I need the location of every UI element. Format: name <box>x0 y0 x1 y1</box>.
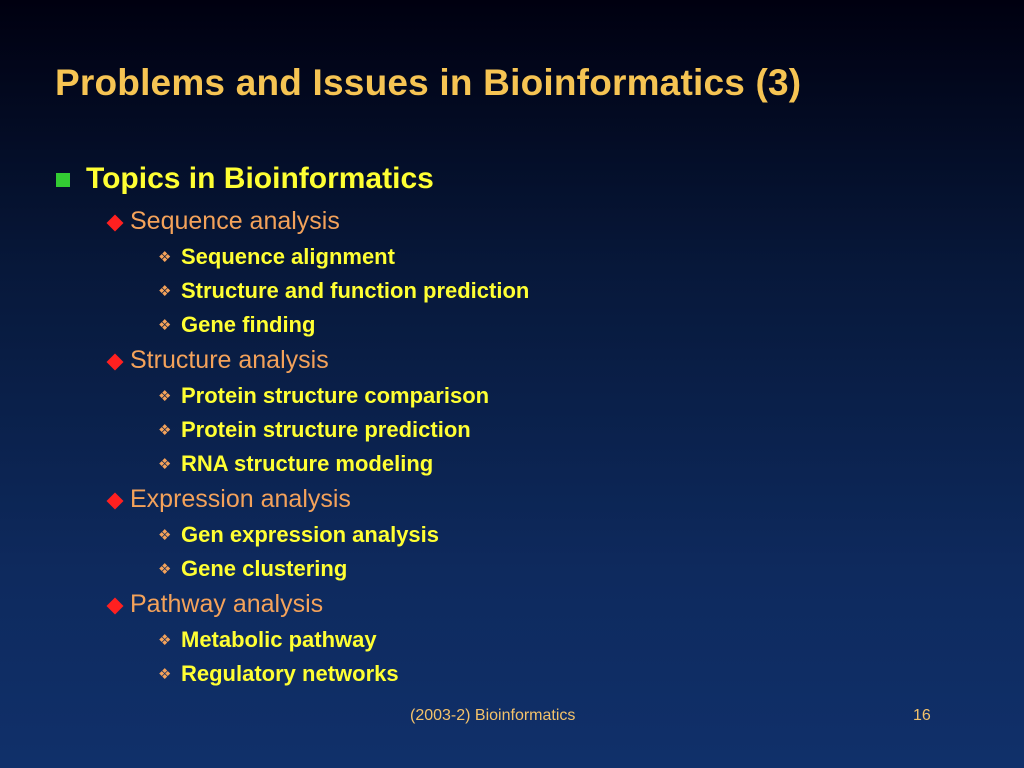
section-pathway-analysis <box>106 590 323 619</box>
diamond-bullet-icon <box>107 353 124 370</box>
four-diamond-bullet-icon: ❖ <box>158 386 172 405</box>
page-number: 16 <box>913 707 931 724</box>
list-item <box>158 661 399 687</box>
section-label: Structure analysis <box>130 346 329 374</box>
four-diamond-bullet-icon: ❖ <box>158 630 172 649</box>
list-item-text: Gene finding <box>181 312 316 337</box>
section-expression-analysis <box>106 485 351 514</box>
slide-title: Problems and Issues in Bioinformatics (3) <box>55 62 802 103</box>
four-diamond-bullet-icon: ❖ <box>158 281 172 300</box>
four-diamond-bullet-icon: ❖ <box>158 315 172 334</box>
four-diamond-bullet-icon: ❖ <box>158 664 172 683</box>
section-label: Pathway analysis <box>130 590 324 618</box>
section-sequence-analysis <box>106 207 340 236</box>
list-item-text: Protein structure comparison <box>181 383 490 408</box>
four-diamond-bullet-icon: ❖ <box>158 559 172 578</box>
section-structure-analysis <box>106 346 329 375</box>
list-item <box>158 627 377 653</box>
list-item <box>158 278 529 304</box>
four-diamond-bullet-icon: ❖ <box>158 525 172 544</box>
list-item <box>158 522 439 548</box>
list-item <box>158 312 315 338</box>
list-item <box>158 417 471 443</box>
topic-heading <box>56 162 434 196</box>
list-item-text: Metabolic pathway <box>181 627 377 652</box>
four-diamond-bullet-icon: ❖ <box>158 420 172 439</box>
diamond-bullet-icon <box>107 492 124 509</box>
list-item-text: Gene clustering <box>181 556 348 581</box>
footer-course: (2003-2) Bioinformatics <box>410 707 576 724</box>
four-diamond-bullet-icon: ❖ <box>158 454 172 473</box>
square-bullet-icon <box>56 173 70 187</box>
list-item-text: Regulatory networks <box>181 661 399 686</box>
list-item-text: Protein structure prediction <box>181 417 471 442</box>
section-label: Sequence analysis <box>130 207 340 235</box>
list-item <box>158 451 433 477</box>
list-item <box>158 383 489 409</box>
list-item-text: RNA structure modeling <box>181 451 434 476</box>
list-item-text: Sequence alignment <box>181 244 395 269</box>
topic-heading-text: Topics in Bioinformatics <box>86 162 434 195</box>
diamond-bullet-icon <box>107 214 124 231</box>
list-item <box>158 556 347 582</box>
list-item-text: Structure and function prediction <box>181 278 530 303</box>
section-label: Expression analysis <box>130 485 351 513</box>
four-diamond-bullet-icon: ❖ <box>158 247 172 266</box>
list-item <box>158 244 395 270</box>
list-item-text: Gen expression analysis <box>181 522 440 547</box>
diamond-bullet-icon <box>107 597 124 614</box>
